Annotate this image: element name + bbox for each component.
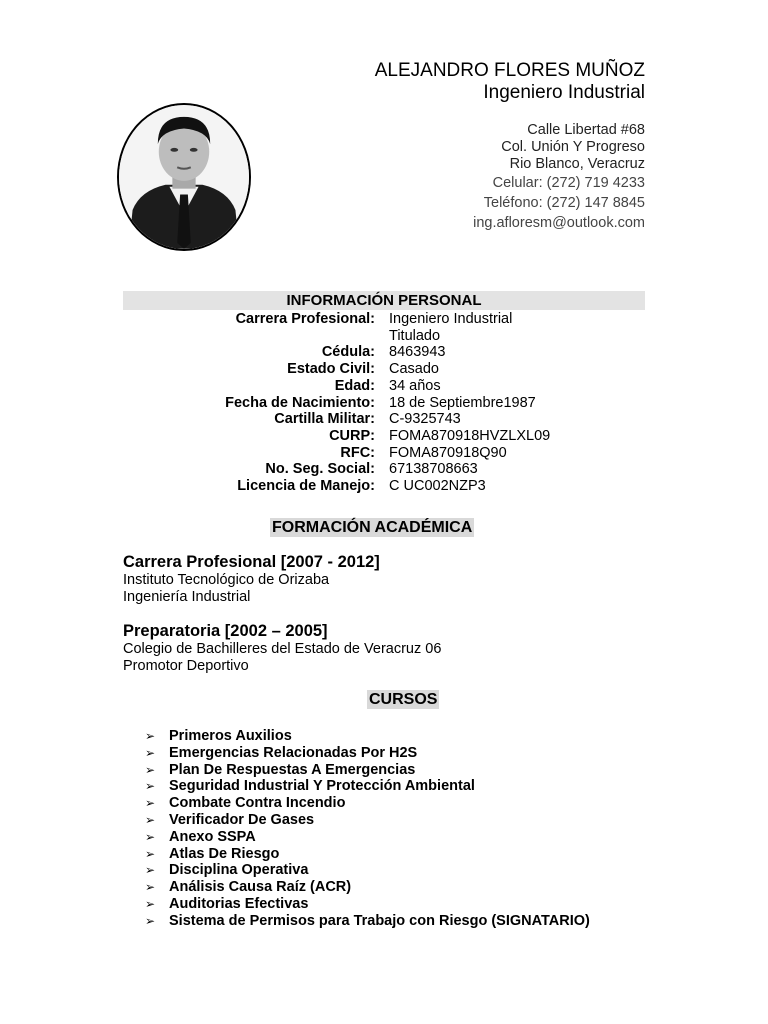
profession: Ingeniero Industrial (483, 82, 645, 103)
list-item (145, 896, 590, 913)
info-row (123, 361, 645, 378)
info-label (123, 328, 375, 345)
courses-list (145, 728, 590, 930)
arrow-bullet-icon: ➢ (145, 829, 156, 844)
arrow-bullet-icon: ➢ (145, 745, 156, 760)
course-name: Seguridad Industrial Y Protección Ambiental (169, 778, 475, 795)
email: ing.afloresm@outlook.com (473, 215, 645, 231)
education-detail: Ingeniería Industrial (123, 589, 251, 605)
info-value: 8463943 (389, 344, 446, 361)
cell-phone: Celular: (272) 719 4233 (492, 175, 645, 191)
list-item (145, 778, 590, 795)
course-name: Análisis Causa Raíz (ACR) (169, 879, 352, 896)
course-name: Emergencias Relacionadas Por H2S (169, 744, 418, 761)
info-label: RFC: (340, 444, 375, 461)
info-row (123, 411, 645, 428)
education-institution: Colegio de Bachilleres del Estado de Veracruz 06 (123, 641, 442, 657)
info-value: C-9325743 (389, 411, 461, 428)
course-name: Disciplina Operativa (169, 862, 309, 879)
info-value: 67138708663 (389, 461, 478, 478)
arrow-bullet-icon: ➢ (145, 863, 156, 878)
info-row (123, 428, 645, 445)
info-row (123, 311, 645, 328)
info-row (123, 378, 645, 395)
section-title-courses: CURSOS (369, 691, 438, 708)
contact-block (375, 122, 645, 233)
list-item (145, 862, 590, 879)
info-value: Titulado (389, 327, 441, 344)
info-label: Estado Civil: (287, 361, 375, 378)
arrow-bullet-icon: ➢ (145, 812, 156, 827)
course-name: Anexo SSPA (169, 828, 256, 845)
arrow-bullet-icon: ➢ (145, 896, 156, 911)
info-row (123, 344, 645, 361)
education-institution: Instituto Tecnológico de Orizaba (123, 572, 330, 588)
info-value: C UC002NZP3 (389, 478, 486, 495)
info-label: CURP: (329, 427, 375, 444)
person-portrait-icon (119, 105, 249, 249)
list-item (145, 728, 590, 745)
address-line-3: Rio Blanco, Veracruz (509, 156, 645, 172)
arrow-bullet-icon: ➢ (145, 779, 156, 794)
address-line-1: Calle Libertad #68 (527, 122, 645, 138)
list-item (145, 879, 590, 896)
info-value: FOMA870918Q90 (389, 444, 507, 461)
info-row (123, 478, 645, 495)
education-heading: Preparatoria [2002 – 2005] (123, 622, 328, 640)
profile-photo (117, 103, 251, 251)
education-detail: Promotor Deportivo (123, 658, 249, 674)
info-row (123, 445, 645, 462)
info-label: Carrera Profesional: (235, 311, 375, 327)
info-row (123, 395, 645, 412)
course-name: Verificador De Gases (169, 811, 315, 828)
info-value: Ingeniero Industrial (389, 311, 513, 327)
education-item (123, 621, 441, 675)
info-label: No. Seg. Social: (265, 461, 375, 478)
arrow-bullet-icon: ➢ (145, 846, 156, 861)
course-name: Primeros Auxilios (169, 728, 292, 744)
info-value: 18 de Septiembre1987 (389, 394, 536, 411)
list-item (145, 913, 590, 930)
list-item (145, 846, 590, 863)
course-name: Combate Contra Incendio (169, 795, 346, 812)
arrow-bullet-icon: ➢ (145, 796, 156, 811)
course-name: Sistema de Permisos para Trabajo con Riesgo (SIGNATARIO) (169, 912, 590, 929)
full-name: ALEJANDRO FLORES MUÑOZ (374, 60, 645, 81)
info-row (123, 328, 645, 345)
list-item (145, 762, 590, 779)
arrow-bullet-icon: ➢ (145, 762, 156, 777)
course-name: Atlas De Riesgo (169, 845, 280, 862)
section-title-education: FORMACIÓN ACADÉMICA (272, 519, 473, 536)
list-item (145, 829, 590, 846)
info-value: Casado (389, 361, 439, 378)
list-item (145, 812, 590, 829)
course-name: Plan De Respuestas A Emergencias (169, 761, 416, 778)
info-label: Fecha de Nacimiento: (225, 394, 375, 411)
education-heading: Carrera Profesional [2007 - 2012] (123, 553, 380, 571)
address-line-2: Col. Unión Y Progreso (501, 139, 645, 155)
cv-header (375, 60, 645, 233)
info-label: Cédula: (321, 344, 375, 361)
arrow-bullet-icon: ➢ (145, 880, 156, 895)
personal-info-table (123, 311, 645, 495)
section-title-personal: INFORMACIÓN PERSONAL (123, 291, 645, 310)
info-value: FOMA870918HVZLXL09 (389, 427, 551, 444)
arrow-bullet-icon: ➢ (145, 913, 156, 928)
home-phone: Teléfono: (272) 147 8845 (483, 195, 645, 211)
info-value: 34 años (389, 377, 441, 394)
info-label: Edad: (334, 377, 375, 394)
list-item (145, 745, 590, 762)
arrow-bullet-icon: ➢ (145, 729, 156, 743)
info-label: Licencia de Manejo: (237, 478, 375, 495)
course-name: Auditorias Efectivas (169, 895, 309, 912)
education-item (123, 552, 380, 606)
info-label: Cartilla Militar: (274, 411, 375, 428)
list-item (145, 795, 590, 812)
info-row (123, 461, 645, 478)
